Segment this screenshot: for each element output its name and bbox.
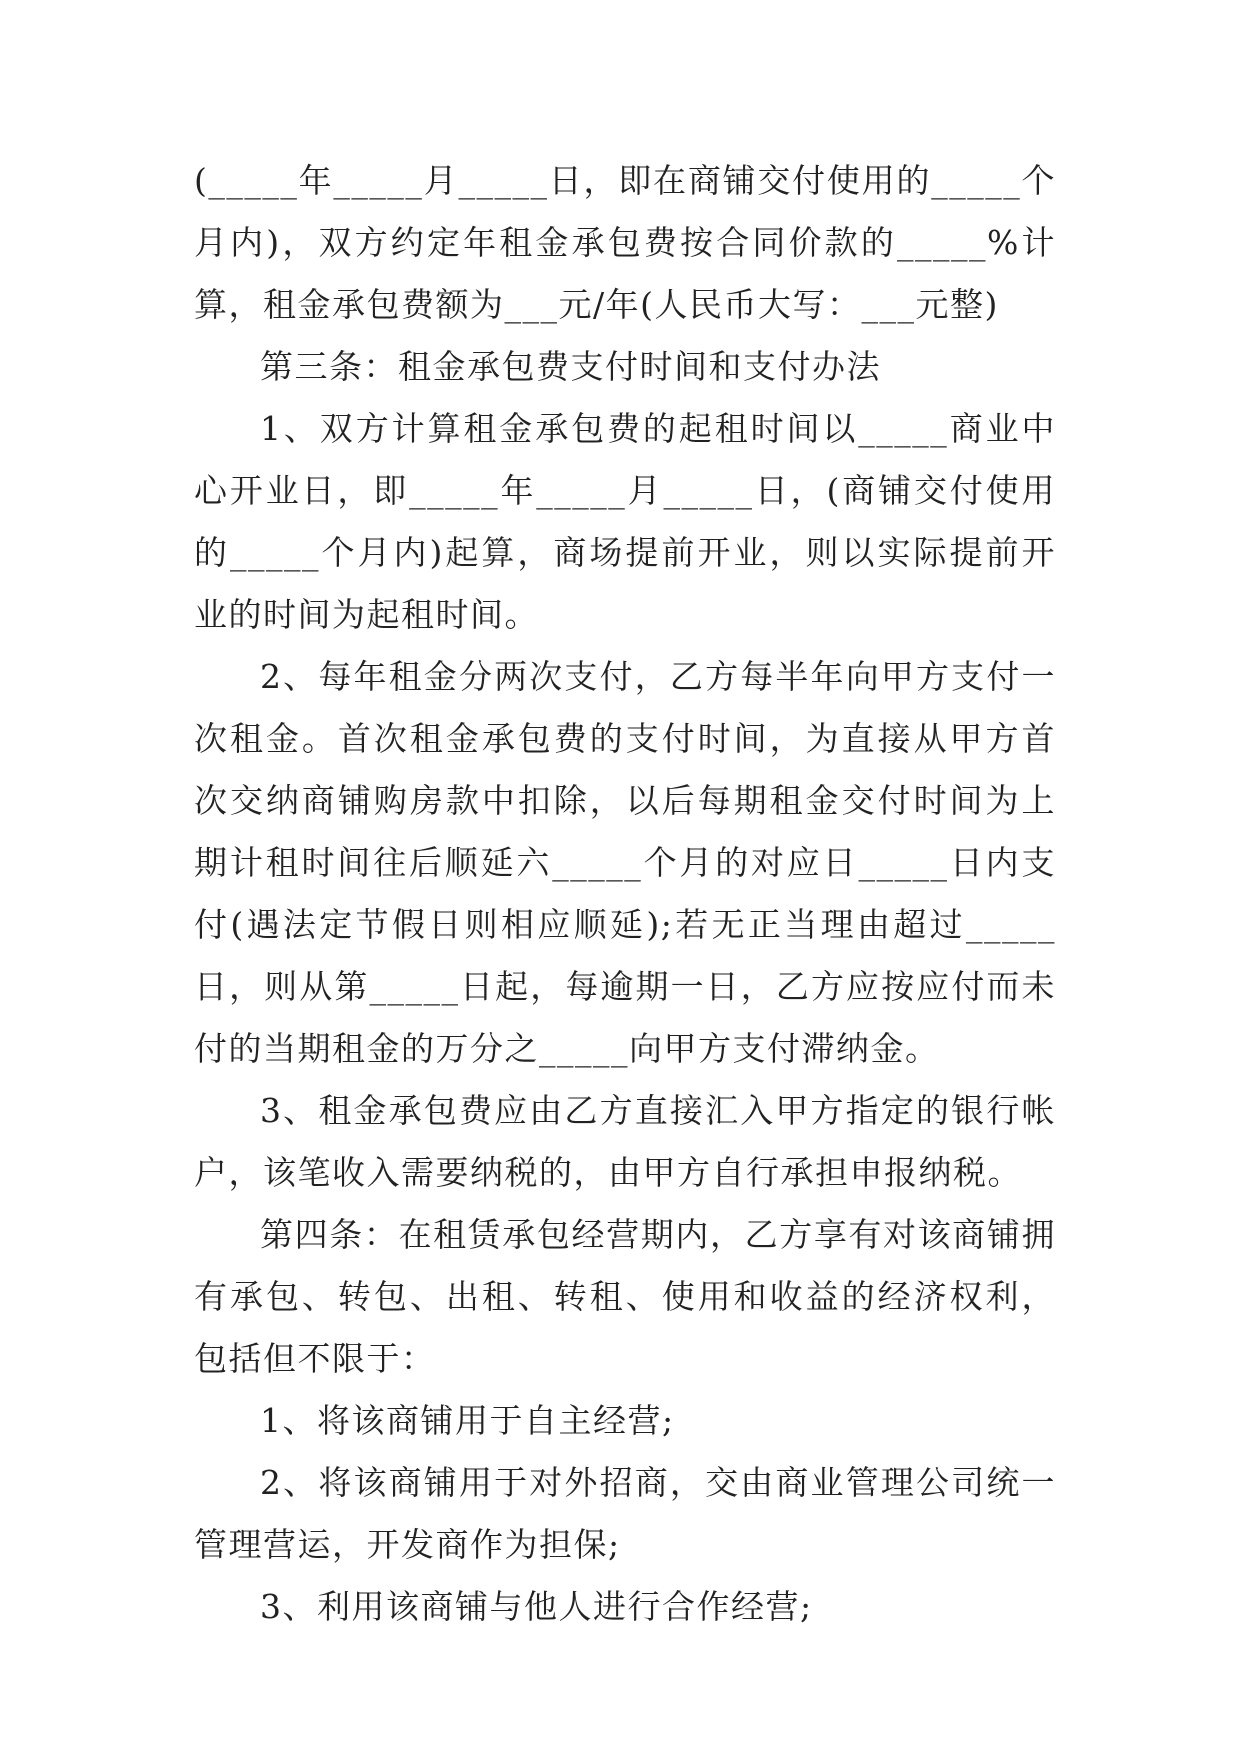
paragraph-article-3-item-2: 2、每年租金分两次支付，乙方每半年向甲方支付一次租金。首次租金承包费的支付时间，为直接从甲方首次交纳商铺购房款中扣除，以后每期租金交付时间为上期计租时间往后顺延六_____个月的对应日_____日内支付(遇法定节假日则相应顺延);若无正当理由超过_____日，则从第_____日起，每逾期一日，乙方应按应付而未付的当期租金的万分之_____向甲方支付滞纳金。 bbox=[194, 657, 1056, 1068]
paragraph-article-3-title: 第三条：租金承包费支付时间和支付办法 bbox=[260, 347, 881, 386]
paragraph-article-4-item-3: 3、利用该商铺与他人进行合作经营; bbox=[260, 1587, 813, 1626]
paragraph-article-3-item-1: 1、双方计算租金承包费的起租时间以_____商业中心开业日，即_____年_____月_____日，(商铺交付使用的_____个月内)起算，商场提前开业，则以实际提前开业的时间为起租时间。 bbox=[194, 409, 1056, 634]
paragraph-article-3-item-3: 3、租金承包费应由乙方直接汇入甲方指定的银行帐户，该笔收入需要纳税的，由甲方自行承担申报纳税。 bbox=[194, 1091, 1056, 1192]
paragraph-article-4-title: 第四条：在租赁承包经营期内，乙方享有对该商铺拥有承包、转包、出租、转租、使用和收益的经济权利，包括但不限于： bbox=[194, 1215, 1056, 1378]
document-body bbox=[194, 150, 1056, 1638]
paragraph-rent-calculation: (_____年_____月_____日，即在商铺交付使用的_____个月内)，双方约定年租金承包费按合同价款的_____%计算，租金承包费额为___元/年(人民币大写：___元整) bbox=[194, 161, 1056, 324]
paragraph-article-4-item-1: 1、将该商铺用于自主经营; bbox=[260, 1401, 675, 1440]
paragraph-article-4-item-2: 2、将该商铺用于对外招商，交由商业管理公司统一管理营运，开发商作为担保; bbox=[194, 1463, 1056, 1564]
